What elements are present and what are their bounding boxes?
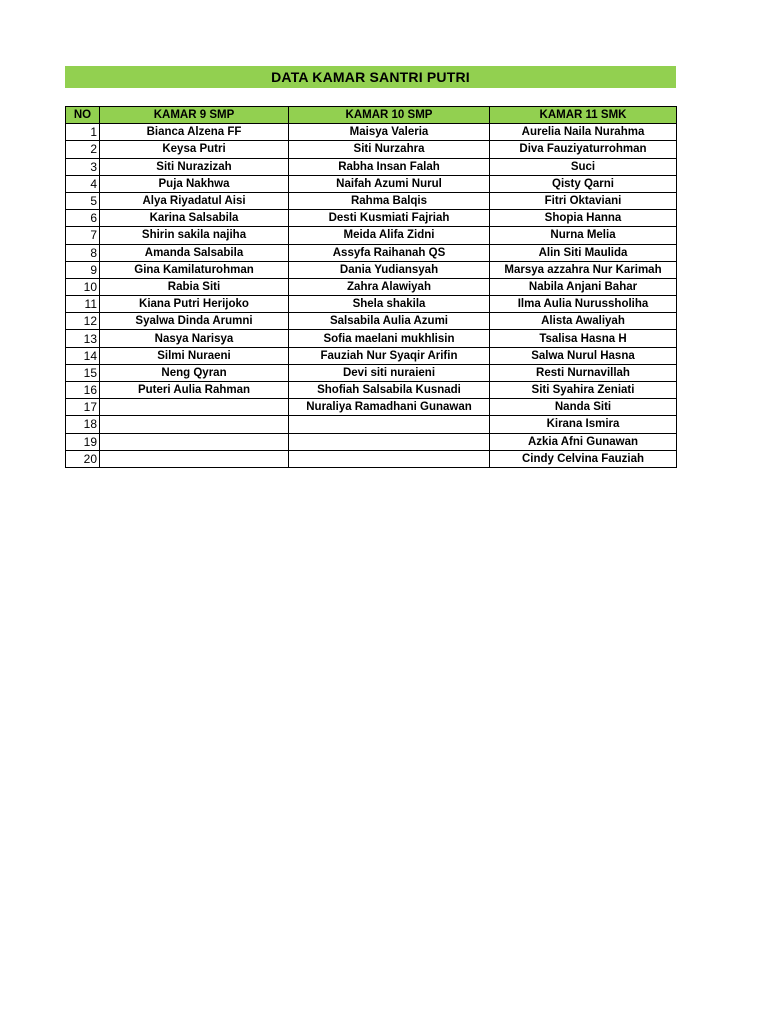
table-row: [66, 330, 677, 347]
kamar-9-smp-cell: Amanda Salsabila: [100, 244, 289, 261]
table-row: [66, 399, 677, 416]
kamar-11-smk-cell: Cindy Celvina Fauziah: [490, 450, 677, 467]
row-number-cell: 12: [66, 313, 100, 330]
kamar-9-smp-cell: Rabia Siti: [100, 278, 289, 295]
table-row: [66, 261, 677, 278]
kamar-10-smp-cell: [289, 433, 490, 450]
table-row: [66, 433, 677, 450]
header-kamar-11-smk: KAMAR 11 SMK: [490, 107, 677, 124]
room-roster-table: [65, 106, 677, 468]
table-row: [66, 416, 677, 433]
kamar-11-smk-cell: Ilma Aulia Nurussholiha: [490, 296, 677, 313]
kamar-11-smk-cell: Nanda Siti: [490, 399, 677, 416]
kamar-9-smp-cell: Nasya Narisya: [100, 330, 289, 347]
kamar-10-smp-cell: Rahma Balqis: [289, 192, 490, 209]
table-row: [66, 227, 677, 244]
row-number-cell: 8: [66, 244, 100, 261]
kamar-9-smp-cell: Bianca Alzena FF: [100, 124, 289, 141]
header-kamar-10-smp: KAMAR 10 SMP: [289, 107, 490, 124]
kamar-10-smp-cell: Nuraliya Ramadhani Gunawan: [289, 399, 490, 416]
kamar-11-smk-cell: Alista Awaliyah: [490, 313, 677, 330]
kamar-11-smk-cell: Azkia Afni Gunawan: [490, 433, 677, 450]
kamar-10-smp-cell: Salsabila Aulia Azumi: [289, 313, 490, 330]
row-number-cell: 15: [66, 364, 100, 381]
row-number-cell: 17: [66, 399, 100, 416]
kamar-10-smp-cell: Sofia maelani mukhlisin: [289, 330, 490, 347]
kamar-10-smp-cell: Desti Kusmiati Fajriah: [289, 210, 490, 227]
kamar-9-smp-cell: [100, 433, 289, 450]
kamar-9-smp-cell: Karina Salsabila: [100, 210, 289, 227]
table-row: [66, 244, 677, 261]
row-number-cell: 18: [66, 416, 100, 433]
row-number-cell: 16: [66, 382, 100, 399]
row-number-cell: 1: [66, 124, 100, 141]
kamar-11-smk-cell: Aurelia Naila Nurahma: [490, 124, 677, 141]
row-number-cell: 6: [66, 210, 100, 227]
kamar-11-smk-cell: Shopia Hanna: [490, 210, 677, 227]
kamar-11-smk-cell: Alin Siti Maulida: [490, 244, 677, 261]
row-number-cell: 4: [66, 175, 100, 192]
kamar-10-smp-cell: Dania Yudiansyah: [289, 261, 490, 278]
row-number-cell: 11: [66, 296, 100, 313]
kamar-10-smp-cell: Meida Alifa Zidni: [289, 227, 490, 244]
row-number-cell: 19: [66, 433, 100, 450]
kamar-9-smp-cell: Gina Kamilaturohman: [100, 261, 289, 278]
kamar-10-smp-cell: Shela shakila: [289, 296, 490, 313]
table-row: [66, 124, 677, 141]
row-number-cell: 10: [66, 278, 100, 295]
kamar-11-smk-cell: Nurna Melia: [490, 227, 677, 244]
kamar-10-smp-cell: Naifah Azumi Nurul: [289, 175, 490, 192]
table-row: [66, 364, 677, 381]
table-row: [66, 296, 677, 313]
kamar-9-smp-cell: Syalwa Dinda Arumni: [100, 313, 289, 330]
kamar-11-smk-cell: Siti Syahira Zeniati: [490, 382, 677, 399]
kamar-11-smk-cell: Salwa Nurul Hasna: [490, 347, 677, 364]
kamar-10-smp-cell: Fauziah Nur Syaqir Arifin: [289, 347, 490, 364]
table-row: [66, 210, 677, 227]
row-number-cell: 20: [66, 450, 100, 467]
kamar-9-smp-cell: Puja Nakhwa: [100, 175, 289, 192]
table-row: [66, 278, 677, 295]
row-number-cell: 2: [66, 141, 100, 158]
kamar-10-smp-cell: Siti Nurzahra: [289, 141, 490, 158]
table-row: [66, 347, 677, 364]
kamar-11-smk-cell: Qisty Qarni: [490, 175, 677, 192]
kamar-10-smp-cell: Zahra Alawiyah: [289, 278, 490, 295]
kamar-9-smp-cell: Silmi Nuraeni: [100, 347, 289, 364]
row-number-cell: 7: [66, 227, 100, 244]
document-title: DATA KAMAR SANTRI PUTRI: [65, 66, 676, 88]
kamar-11-smk-cell: Kirana Ismira: [490, 416, 677, 433]
kamar-9-smp-cell: [100, 416, 289, 433]
kamar-11-smk-cell: Tsalisa Hasna H: [490, 330, 677, 347]
kamar-10-smp-cell: [289, 416, 490, 433]
table-row: [66, 450, 677, 467]
table-row: [66, 313, 677, 330]
kamar-9-smp-cell: Keysa Putri: [100, 141, 289, 158]
kamar-11-smk-cell: Fitri Oktaviani: [490, 192, 677, 209]
kamar-11-smk-cell: Resti Nurnavillah: [490, 364, 677, 381]
kamar-10-smp-cell: Devi siti nuraieni: [289, 364, 490, 381]
kamar-9-smp-cell: [100, 399, 289, 416]
kamar-10-smp-cell: Shofiah Salsabila Kusnadi: [289, 382, 490, 399]
table-body: [66, 124, 677, 468]
kamar-10-smp-cell: Maisya Valeria: [289, 124, 490, 141]
kamar-9-smp-cell: Alya Riyadatul Aisi: [100, 192, 289, 209]
table-row: [66, 175, 677, 192]
row-number-cell: 5: [66, 192, 100, 209]
kamar-10-smp-cell: Rabha Insan Falah: [289, 158, 490, 175]
kamar-11-smk-cell: Marsya azzahra Nur Karimah: [490, 261, 677, 278]
row-number-cell: 14: [66, 347, 100, 364]
kamar-10-smp-cell: Assyfa Raihanah QS: [289, 244, 490, 261]
kamar-9-smp-cell: [100, 450, 289, 467]
table-row: [66, 141, 677, 158]
row-number-cell: 9: [66, 261, 100, 278]
kamar-11-smk-cell: Nabila Anjani Bahar: [490, 278, 677, 295]
kamar-9-smp-cell: Shirin sakila najiha: [100, 227, 289, 244]
table-header-row: [66, 107, 677, 124]
kamar-10-smp-cell: [289, 450, 490, 467]
table-row: [66, 192, 677, 209]
kamar-9-smp-cell: Siti Nurazizah: [100, 158, 289, 175]
table-row: [66, 382, 677, 399]
kamar-9-smp-cell: Neng Qyran: [100, 364, 289, 381]
header-no: NO: [66, 107, 100, 124]
header-kamar-9-smp: KAMAR 9 SMP: [100, 107, 289, 124]
kamar-11-smk-cell: Diva Fauziyaturrohman: [490, 141, 677, 158]
row-number-cell: 3: [66, 158, 100, 175]
kamar-9-smp-cell: Puteri Aulia Rahman: [100, 382, 289, 399]
kamar-11-smk-cell: Suci: [490, 158, 677, 175]
kamar-9-smp-cell: Kiana Putri Herijoko: [100, 296, 289, 313]
table-row: [66, 158, 677, 175]
row-number-cell: 13: [66, 330, 100, 347]
